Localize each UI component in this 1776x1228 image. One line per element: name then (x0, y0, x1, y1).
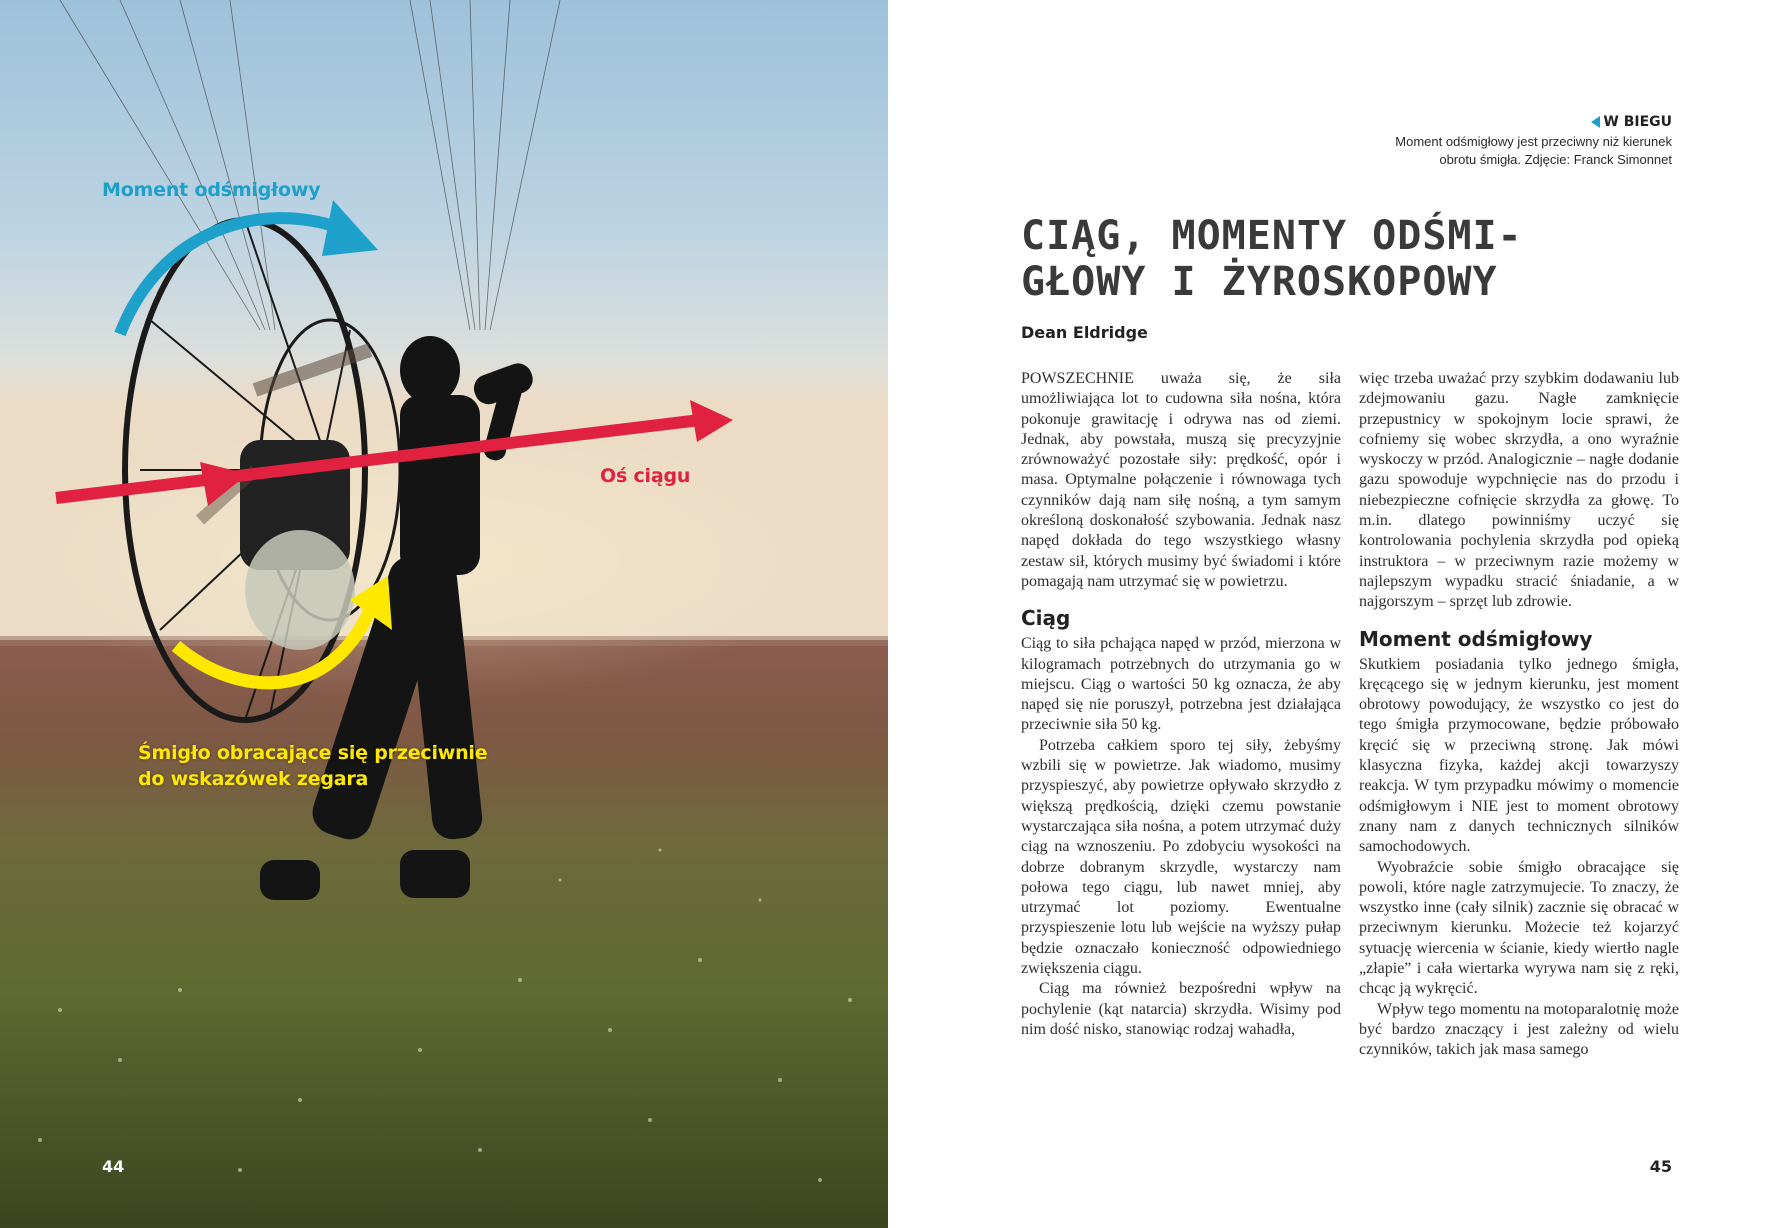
thrust-paragraph-1: Ciąg to siła pchająca napęd w przód, mierzona w kilogramach potrzebnych do utrzymania go w miejscu. Ciąg o wartości 50 kg oznacza, że aby napęd się nie poruszył, potrzebna jest działająca przeciwnie siła 50 kg. (1021, 635, 1341, 734)
torque-paragraph-2: Wyobraźcie sobie śmigło obracające się powoli, które nagle zatrzymujecie. To znaczy, że wszystko inne (cały silnik) zacznie się obracać w przeciwnym kierunku. Możecie też kojarzyć sytuację wiercenia w ścianie, kiedy wiertło nagle „złapie” i cała wiertarka wyrywa nam się z ręki, chcąc ją wykręcić. (1359, 858, 1679, 998)
section-heading-thrust: Ciąg (1021, 606, 1071, 631)
propeller-label (138, 740, 487, 792)
intro-text: uważa się, że siła umożliwiająca lot to cudowna siła nośna, która pokonuje grawitację i odrywa nas od ziemi. Jednak, aby powstała, muszą się precyzyjnie zrównoważyć pozostałe siły: prędkość, opór i masa. Optymalne połączenie i równowaga tych czynników dają nam siłę nośną, a tym samym określoną doskonałość szybowania. Jednak nasz napęd dokłada do tego wszystkiego własny zestaw sił, których musimy być świadomi i które pomagają nam utrzymać się w powietrzu. (1021, 370, 1341, 590)
intro-paragraph (1021, 369, 1341, 592)
author-name: Dean Eldridge (1021, 323, 1148, 342)
propeller-label-line2: do wskazówek zegara (138, 768, 369, 790)
torque-paragraph-1: Skutkiem posiadania tylko jednego śmigła, kręcącego się w jednym kierunku, jest moment obrotowy powodujący, że wszystko co jest do tego śmigła przymocowane, będzie próbowało kręcić się w przeciwną stronę. Jak mówi klasyczna fizyka, każdej akcji towarzyszy reakcja. W tym przypadku mówimy o momencie odśmigłowym i NIE jest to moment obrotowy znany nam z danych technicznych silników samochodowych. (1359, 655, 1679, 856)
right-page (888, 0, 1776, 1228)
intro-lead: POWSZECHNIE (1021, 370, 1134, 387)
article-column-right (1359, 369, 1679, 1061)
caption-heading-row (1591, 113, 1672, 131)
caption-heading: W BIEGU (1603, 114, 1672, 130)
axis-label: Oś ciągu (600, 465, 691, 487)
caption-line2: obrotu śmigła. Zdjęcie: Franck Simonnet (1439, 152, 1672, 167)
continuation-paragraph: więc trzeba uważać przy szybkim dodawaniu lub zdejmowaniu gazu. Nagłe zamknięcie przepustnicy w spokojnym locie sprawi, że cofniemy się wobec skrzydła, a ono wyraźnie wyskoczy w przód. Analogicznie – nagłe dodanie gazu spowoduje wypchnięcie nas do przodu i niebezpieczne cofnięcie skrzydła za głowę. To m.in. dlatego powinniśmy uczyć się kontrolowania pochylenia skrzydła pod opieką instruktora – w przeciwnym razie możemy w najlepszym wypadku stracić śniadanie, a w najgorszym – sprzęt lub zdrowie. (1359, 370, 1679, 611)
photo-caption (1395, 113, 1672, 169)
thrust-paragraph-3: Ciąg ma również bezpośredni wpływ na pochylenie (kąt natarcia) skrzydła. Wisimy pod nim dość nisko, stanowiąc rodzaj wahadła, (1021, 980, 1341, 1038)
article-title: CIĄG, MOMENTY ODŚMI-GŁOWY I ŻYROSKOPOWY (1021, 213, 1523, 305)
article-column-left (1021, 369, 1341, 1040)
page-number-right: 45 (1649, 1157, 1672, 1176)
thrust-paragraph-2: Potrzeba całkiem sporo tej siły, żebyśmy wzbili się w powietrze. Jak wiadomo, musimy przyspieszyć, aby powietrze opływało skrzydło z większą prędkością, dzięki czemu powstanie wystarczająca siła nośna, a potem utrzymać duży ciąg na wznoszeniu. Po zdobyciu wysokości na dobrze dobranym skrzydle, wystarczy nam połowa tego ciągu, lub nawet mniej, aby utrzymać lot poziomy. Ewentualne przyspieszenie lotu lub wejście na wyższy pułap będzie oznaczało konieczność odpowiedniego zwiększenia ciągu. (1021, 736, 1341, 978)
caption-triangle-icon (1591, 116, 1600, 128)
section-heading-torque: Moment odśmigłowy (1359, 626, 1593, 651)
moment-label: Moment odśmigłowy (102, 179, 321, 201)
page-number-left: 44 (102, 1157, 125, 1176)
caption-line1: Moment odśmigłowy jest przeciwny niż kierunek (1395, 134, 1672, 149)
torque-paragraph-3: Wpływ tego momentu na motoparalotnię może być bardzo znaczący i jest zależny od wielu czynników, takich jak masa samego (1359, 1000, 1679, 1059)
propeller-label-line1: Śmigło obracające się przeciwnie (138, 742, 488, 764)
